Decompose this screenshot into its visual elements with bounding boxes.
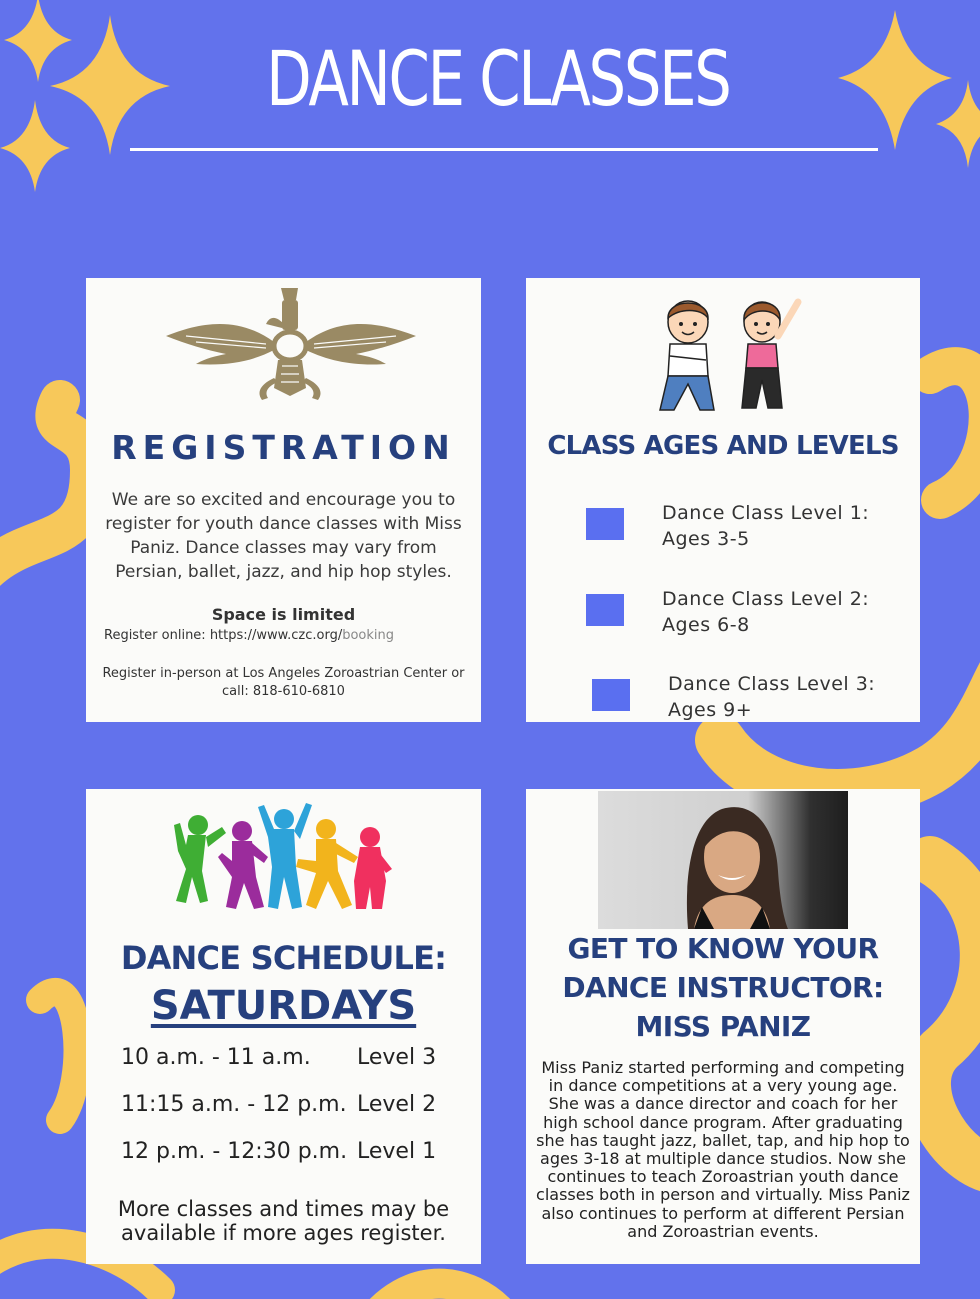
page-title: DANCE CLASSES xyxy=(266,34,730,123)
schedule-row xyxy=(121,1045,451,1075)
schedule-note: More classes and times may be available if more ages register. xyxy=(117,1197,450,1245)
schedule-day: SATURDAYS xyxy=(150,983,417,1029)
level-bullet-icon xyxy=(586,594,624,626)
registration-body: We are so excited and encourage you to register for youth dance classes with Miss Paniz. Dance classes may vary from Persian, ballet, jazz, and hip hop styles. xyxy=(105,490,462,582)
class-ages-card xyxy=(526,278,920,722)
level-label xyxy=(662,500,869,552)
registration-card xyxy=(86,278,481,722)
schedule-time: 10 a.m. - 11 a.m. xyxy=(121,1045,311,1070)
dancing-kids-silhouettes-icon xyxy=(172,797,394,925)
instructor-bio: Miss Paniz started performing and competing in dance competitions at a very young age. She was a dance director and coach for her high school dance program. After graduating she has taught jazz, ballet, tap, and hip hop to ages 3-18 at multiple dance studios. Now she continues to teach Zoroastrian youth dance classes both in person and virtually. Miss Paniz also continues to perform at different Persian and Zoroastrian events. xyxy=(536,1058,910,1241)
level-name: Dance Class Level 3: xyxy=(668,673,876,695)
instructor-heading xyxy=(526,929,920,1046)
instructor-heading-line: GET TO KNOW YOUR xyxy=(567,932,879,965)
schedule-level: Level 3 xyxy=(357,1045,437,1070)
schedule-time: 12 p.m. - 12:30 p.m. xyxy=(121,1139,348,1164)
register-online-link-suffix[interactable]: booking xyxy=(342,628,395,643)
schedule-row xyxy=(121,1139,451,1169)
faravahar-icon xyxy=(166,284,416,402)
level-bullet-icon xyxy=(586,508,624,540)
instructor-photo xyxy=(598,791,848,929)
level-ages: Ages 3-5 xyxy=(662,528,750,550)
sparkle-icon xyxy=(4,0,72,82)
cartoon-kids-icon xyxy=(656,292,806,418)
level-name: Dance Class Level 2: xyxy=(662,588,870,610)
level-row xyxy=(526,671,920,731)
level-ages: Ages 6-8 xyxy=(662,614,750,636)
sparkle-icon xyxy=(0,100,70,192)
right-swoosh-top xyxy=(930,366,980,500)
bottom-right-swoosh xyxy=(380,1284,500,1299)
level-label xyxy=(668,671,875,723)
left-swoosh xyxy=(0,400,90,590)
class-ages-heading: CLASS AGES AND LEVELS xyxy=(547,431,899,461)
level-row xyxy=(526,586,920,646)
register-online-text xyxy=(104,628,474,643)
level-ages: Ages 9+ xyxy=(668,699,753,721)
level-label xyxy=(662,586,869,638)
instructor-heading-line: DANCE INSTRUCTOR: xyxy=(562,971,884,1004)
instructor-card xyxy=(526,789,920,1264)
schedule-level: Level 2 xyxy=(357,1092,437,1117)
right-swoosh-low xyxy=(927,860,980,1171)
registration-heading: REGISTRATION xyxy=(111,428,456,467)
schedule-heading: DANCE SCHEDULE: xyxy=(120,939,447,977)
sparkle-icon xyxy=(936,80,980,168)
level-name: Dance Class Level 1: xyxy=(662,502,870,524)
left-mid-swoosh xyxy=(40,992,77,1120)
space-limited-note: Space is limited xyxy=(211,605,356,624)
instructor-heading-line: MISS PANIZ xyxy=(635,1010,811,1043)
level-row xyxy=(526,500,920,560)
register-in-person-text: Register in-person at Los Angeles Zoroastrian Center or call: 818-610-6810 xyxy=(102,666,465,699)
schedule-row xyxy=(121,1092,451,1122)
schedule-time: 11:15 a.m. - 12 p.m. xyxy=(121,1092,347,1117)
register-online-link[interactable]: Register online: https://www.czc.org/ xyxy=(104,628,343,643)
level-bullet-icon xyxy=(592,679,630,711)
schedule-level: Level 1 xyxy=(357,1139,437,1164)
schedule-card xyxy=(86,789,481,1264)
title-underline xyxy=(130,148,878,151)
